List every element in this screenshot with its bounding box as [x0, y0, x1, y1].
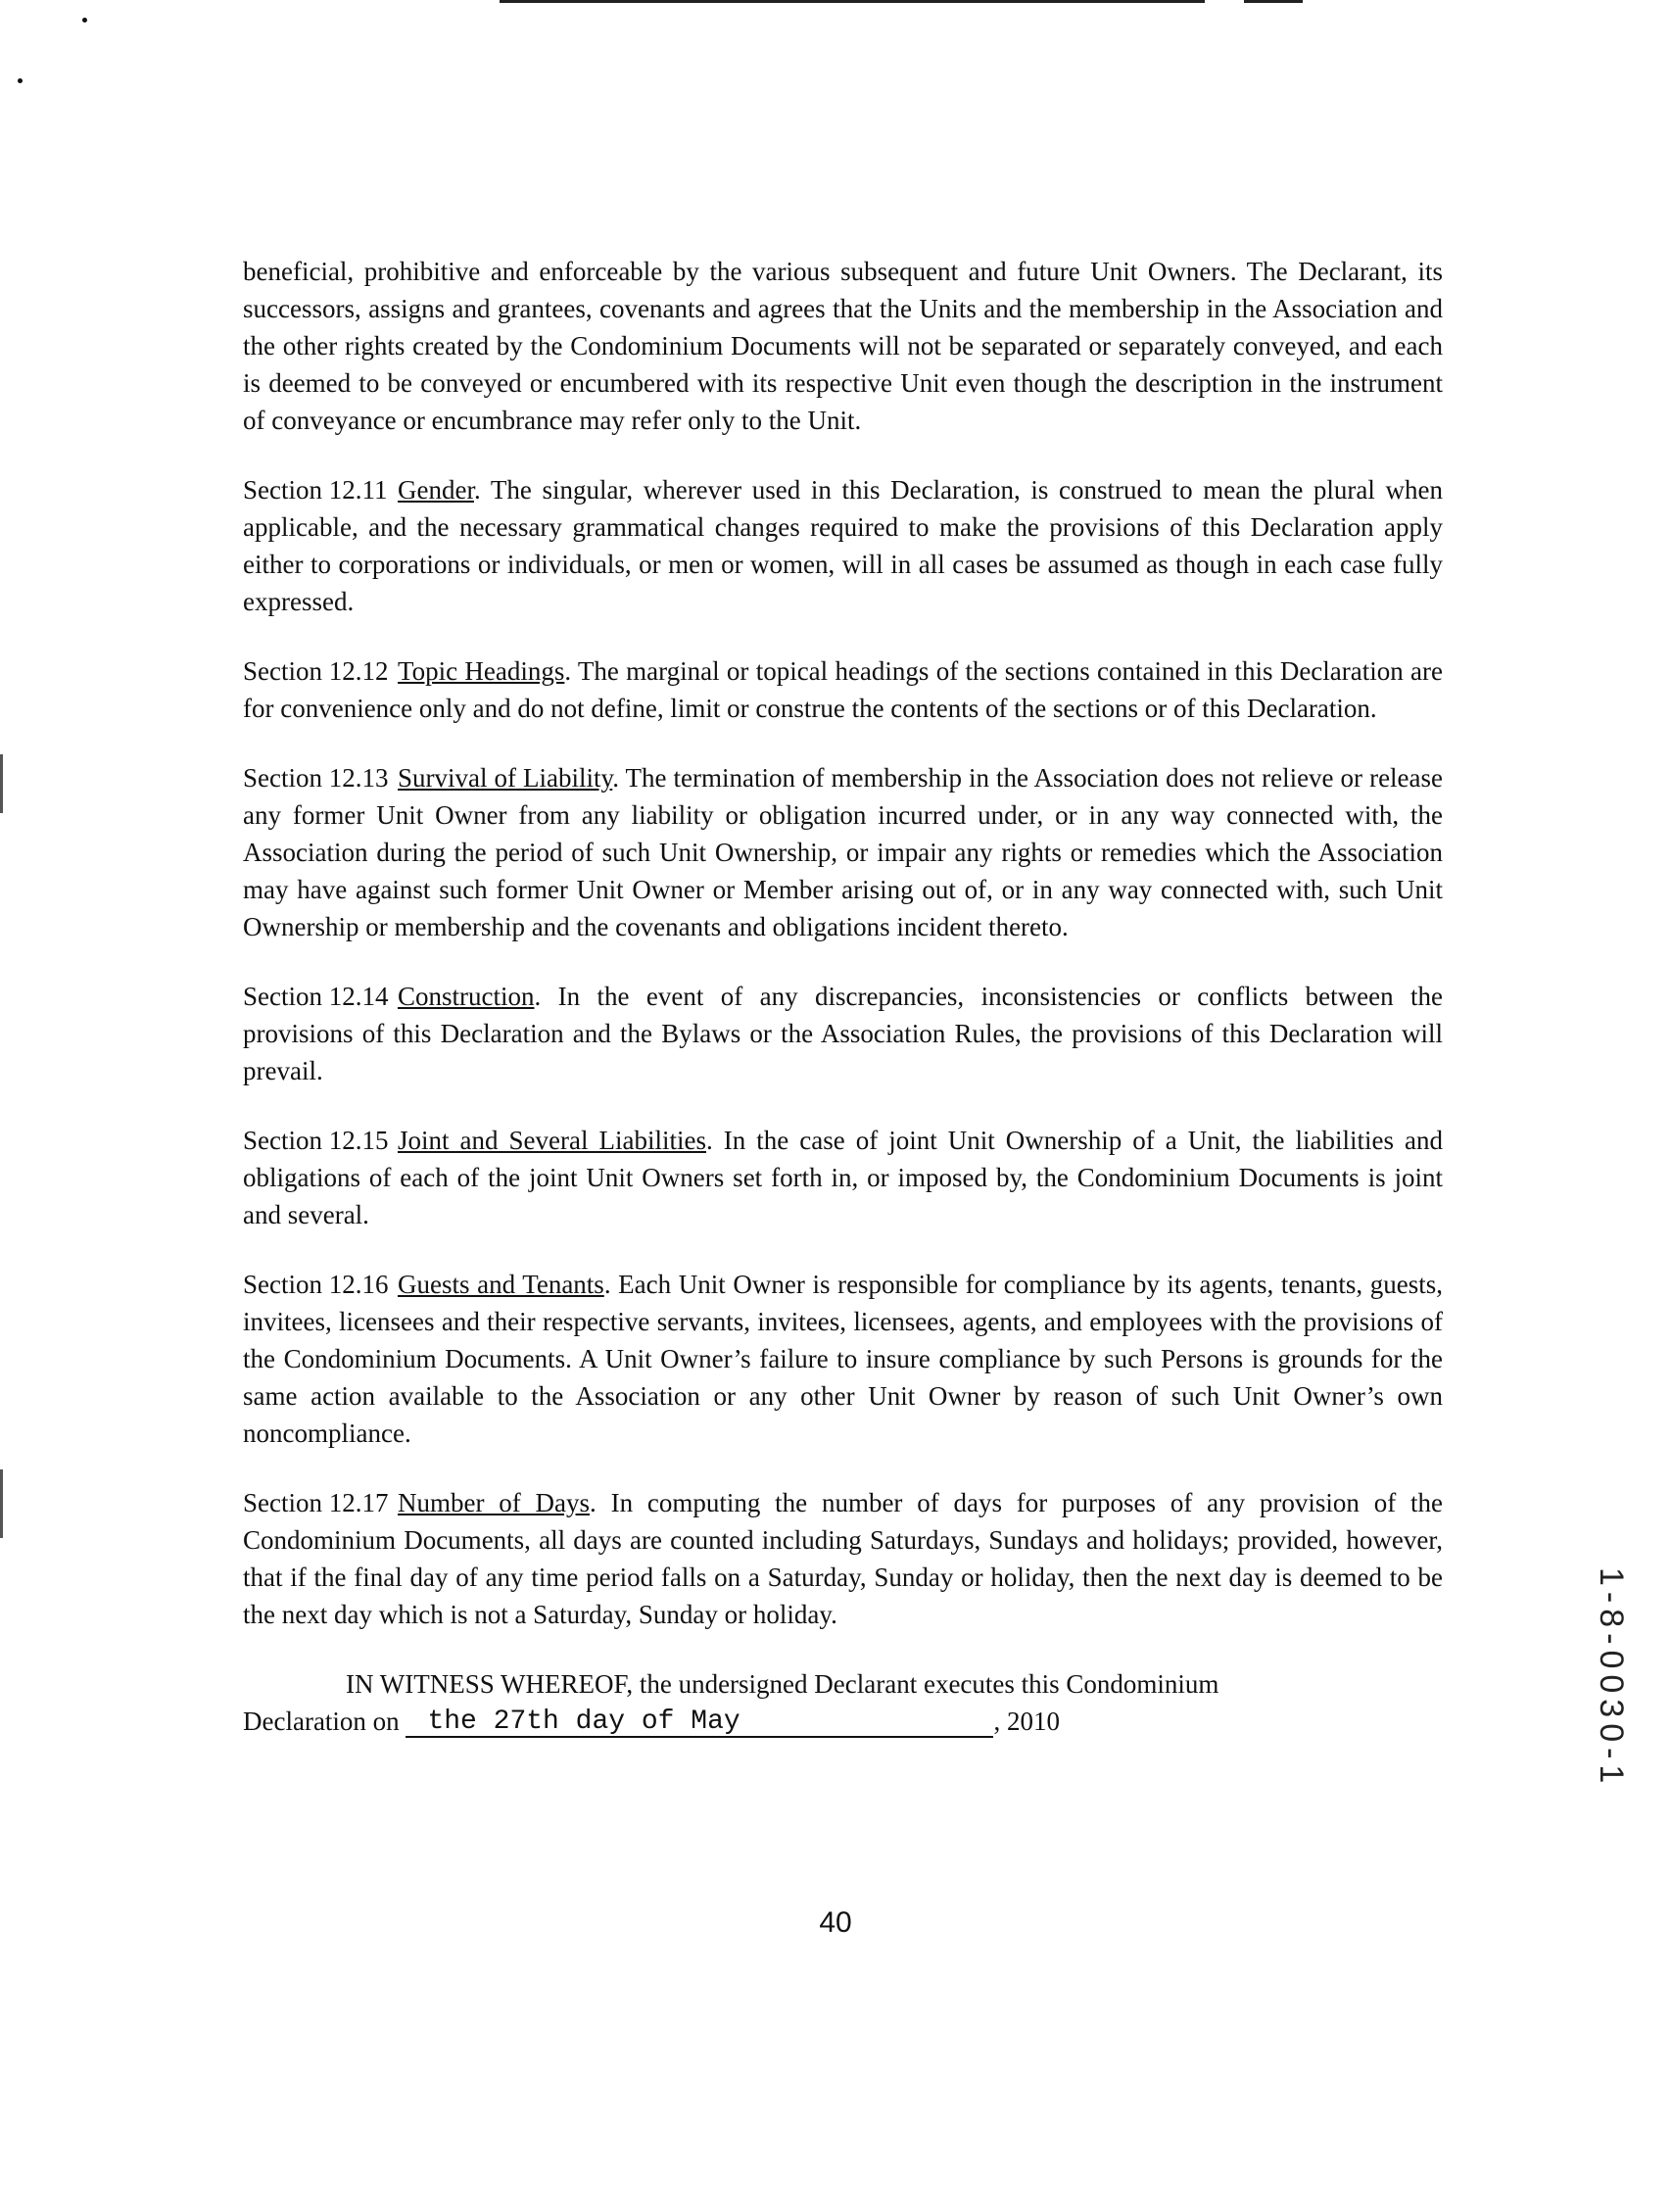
- section-title: Guests and Tenants: [398, 1270, 604, 1299]
- witness-clause: [243, 1665, 1443, 1740]
- scan-top-rule-fragment: [1244, 0, 1303, 3]
- witness-line: IN WITNESS WHEREOF, the undersigned Declarant executes this Condominium: [346, 1669, 1219, 1699]
- witness-prefix: Declaration on: [243, 1707, 400, 1736]
- section-12-11: [243, 471, 1443, 620]
- section-number: Section 12.15: [243, 1126, 389, 1155]
- section-number: Section 12.11: [243, 475, 388, 505]
- section-title: Survival of Liability: [398, 763, 613, 793]
- intro-paragraph: beneficial, prohibitive and enforceable by the various subsequent and future Unit Owners. The Declarant, its successors, assigns and grantees, covenants and agrees that the Units and the membership in the Association and the other rights created by the Condominium Documents will not be separated or separately conveyed, and each is deemed to be conveyed or encumbered with its respective Unit even though the description in the instrument of conveyance or encumbrance may refer only to the Unit.: [243, 257, 1443, 435]
- section-number: Section 12.17: [243, 1488, 389, 1517]
- section-12-12: [243, 652, 1443, 727]
- section-12-13: [243, 759, 1443, 945]
- document-body: [243, 253, 1443, 1740]
- recording-stamp: [1595, 1567, 1634, 1832]
- section-body: . The marginal or topical headings of the sections contained in this Declaration are for convenience only and do not define, limit or construe the contents of the sections or of this Declaration.: [243, 656, 1443, 723]
- section-body: . Each Unit Owner is responsible for compliance by its agents, tenants, guests, invitees, licensees and their respective servants, invitees, licensees, agents, and employees with the provisions of the Condominium Documents. A Unit Owner’s failure to insure compliance by such Persons is grounds for the same action available to the Association or any other Unit Owner by reason of such Unit Owner’s own noncompliance.: [243, 1270, 1443, 1448]
- section-body: . In computing the number of days for purposes of any provision of the Condominium Documents, all days are counted including Saturdays, Sundays and holidays; provided, however, that if the final day of any time period falls on a Saturday, Sunday or holiday, then the next day is deemed to be the next day which is not a Saturday, Sunday or holiday.: [243, 1488, 1443, 1629]
- section-title: Gender: [398, 475, 474, 505]
- section-title: Construction: [398, 982, 535, 1011]
- section-body: . The termination of membership in the Association does not relieve or release any former Unit Owner from any liability or obligation incurred under, or in any way connected with, the Association during the period of such Unit Ownership, or impair any rights or remedies which the Association may have against such former Unit Owner or Member arising out of, or in any way connected with, such Unit Ownership or membership and the covenants and obligations incident thereto.: [243, 763, 1444, 941]
- section-12-14: [243, 978, 1443, 1089]
- section-12-15: [243, 1122, 1443, 1233]
- recording-stamp-text: 1-8-0030-1: [1593, 1567, 1630, 1790]
- section-body: . The singular, wherever used in this Declaration, is construed to mean the plural when applicable, and the necessary grammatical changes required to make the provisions of this Declaration apply either to corporations or individuals, or men or women, will in all cases be assumed as though in each case fully expressed.: [243, 475, 1443, 616]
- scan-speck: [18, 78, 23, 83]
- page-number: 40: [819, 1906, 852, 1939]
- scan-edge-mark: [0, 754, 3, 813]
- scan-speck: [82, 18, 87, 23]
- section-number: Section 12.16: [243, 1270, 389, 1299]
- scan-top-rule: [500, 0, 1205, 3]
- section-12-17: [243, 1484, 1443, 1633]
- section-title: Joint and Several Liabilities: [398, 1126, 706, 1155]
- section-12-16: [243, 1266, 1443, 1452]
- scan-edge-mark: [0, 1469, 3, 1538]
- section-number: Section 12.14: [243, 982, 389, 1011]
- witness-date-field: the 27th day of May: [406, 1708, 993, 1738]
- section-number: Section 12.13: [243, 763, 389, 793]
- section-body: . In the case of joint Unit Ownership of a Unit, the liabilities and obligations of each of the joint Unit Owners set forth in, or imposed by, the Condominium Documents is joint and several.: [243, 1126, 1443, 1229]
- section-body: . In the event of any discrepancies, inconsistencies or conflicts between the provisions of this Declaration and the Bylaws or the Association Rules, the provisions of this Declaration will prevail.: [243, 982, 1443, 1085]
- section-number: Section 12.12: [243, 656, 389, 686]
- section-title: Number of Days: [398, 1488, 591, 1517]
- witness-date-line: [243, 1703, 1443, 1740]
- witness-year: , 2010: [993, 1707, 1060, 1736]
- section-title: Topic Headings: [398, 656, 565, 686]
